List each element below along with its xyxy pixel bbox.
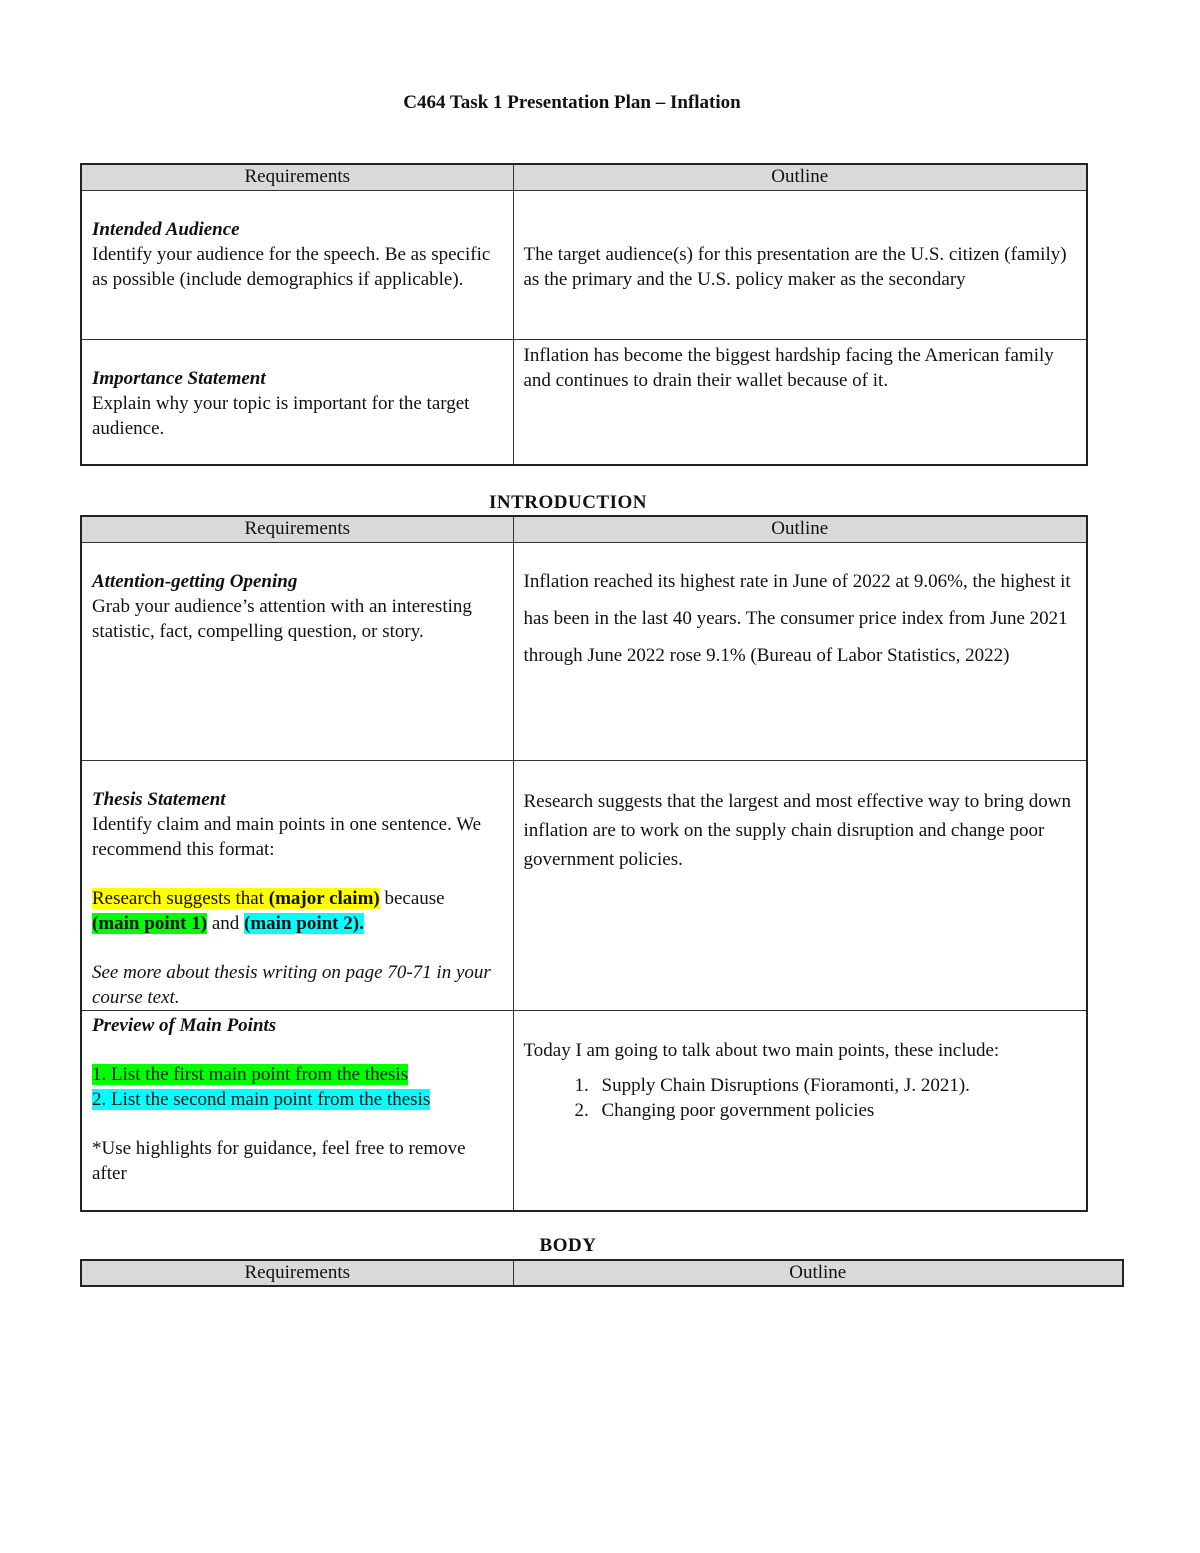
table-header-row xyxy=(81,1260,1123,1286)
format-claim: (major claim) xyxy=(268,887,380,909)
requirements-header: Requirements xyxy=(81,516,513,542)
attention-requirement xyxy=(81,542,513,760)
preview-item-1: 1. List the first main point from the thesis xyxy=(92,1064,409,1086)
audience-instructions: Identify your audience for the speech. Be as specific as possible (include demographics if applicable). xyxy=(92,243,491,290)
audience-outline-text[interactable]: The target audience(s) for this presentation are the U.S. citizen (family) as the primary and the U.S. policy maker as the secondary xyxy=(523,243,1067,290)
table-row xyxy=(81,1011,1087,1211)
introduction-heading: INTRODUCTION xyxy=(488,492,648,513)
importance-title: Importance Statement xyxy=(92,367,266,389)
plan-table xyxy=(80,163,1088,466)
format-point2: (main point 2). xyxy=(244,912,364,934)
thesis-note: See more about thesis writing on page 70-71 in your course text. xyxy=(92,961,491,1008)
body-table xyxy=(80,1259,1124,1287)
requirements-header: Requirements xyxy=(81,1260,513,1286)
importance-outline-text[interactable]: Inflation has become the biggest hardship facing the American family and continues to drain their wallet because of it. xyxy=(523,344,1054,391)
format-research: Research suggests that xyxy=(92,887,269,909)
audience-outline xyxy=(513,190,1087,339)
importance-requirement xyxy=(81,339,513,465)
thesis-outline-text[interactable]: Research suggests that the largest and most effective way to bring down inflation are to work on the supply chain disruption and change poor government policies. xyxy=(523,790,1072,870)
body-heading: BODY xyxy=(539,1235,597,1256)
importance-instructions: Explain why your topic is important for the target audience. xyxy=(92,392,470,439)
thesis-title: Thesis Statement xyxy=(92,788,226,810)
thesis-outline xyxy=(513,760,1087,1011)
preview-item-2: 2. List the second main point from the thesis xyxy=(92,1089,431,1111)
audience-requirement xyxy=(81,190,513,339)
table-row xyxy=(81,339,1087,465)
preview-points-list xyxy=(524,1073,1077,1123)
table-row xyxy=(81,760,1087,1011)
attention-title: Attention-getting Opening xyxy=(92,570,298,592)
audience-title: Intended Audience xyxy=(92,218,240,240)
introduction-table xyxy=(80,515,1088,1212)
list-item[interactable]: 1. Supply Chain Disruptions (Fioramonti, J. 2021). xyxy=(594,1073,1077,1098)
thesis-requirement xyxy=(81,760,513,1011)
page-title: C464 Task 1 Presentation Plan – Inflation xyxy=(403,92,741,113)
thesis-format xyxy=(92,886,503,936)
format-point1: (main point 1) xyxy=(92,912,208,934)
preview-note: *Use highlights for guidance, feel free to remove after xyxy=(92,1138,466,1185)
requirements-header: Requirements xyxy=(81,164,513,190)
outline-header: Outline xyxy=(513,164,1087,190)
preview-outline xyxy=(513,1011,1087,1211)
table-row xyxy=(81,542,1087,760)
attention-outline xyxy=(513,542,1087,760)
preview-requirement xyxy=(81,1011,513,1211)
importance-outline xyxy=(513,339,1087,465)
outline-header: Outline xyxy=(513,1260,1123,1286)
outline-header: Outline xyxy=(513,516,1087,542)
attention-instructions: Grab your audience’s attention with an interesting statistic, fact, compelling question, or story. xyxy=(92,595,472,642)
format-and: and xyxy=(207,912,245,934)
format-because: because xyxy=(379,887,445,909)
list-item[interactable]: 2. Changing poor government policies xyxy=(594,1098,1077,1123)
thesis-instructions: Identify claim and main points in one sentence. We recommend this format: xyxy=(92,813,482,860)
attention-outline-text[interactable]: Inflation reached its highest rate in June of 2022 at 9.06%, the highest it has been in the last 40 years. The consumer price index from June 2021 through June 2022 rose 9.1% (Bureau of Labor Statistics, 2022) xyxy=(523,570,1071,666)
preview-outline-intro[interactable]: Today I am going to talk about two main points, these include: xyxy=(523,1040,1000,1062)
table-header-row xyxy=(81,164,1087,190)
table-header-row xyxy=(81,516,1087,542)
table-row xyxy=(81,190,1087,339)
preview-title: Preview of Main Points xyxy=(92,1015,277,1037)
